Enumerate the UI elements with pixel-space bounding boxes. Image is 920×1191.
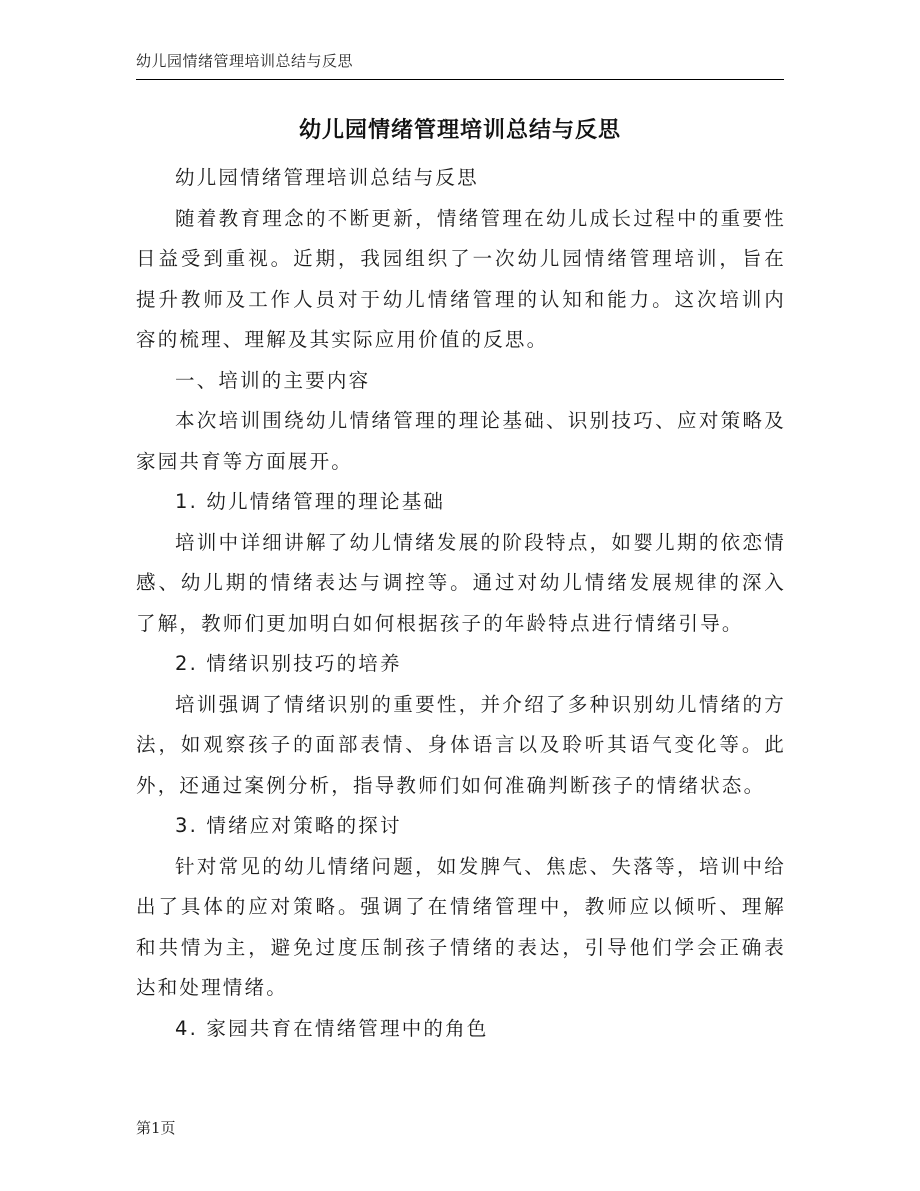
section-heading-main-content: 一、培训的主要内容: [175, 368, 371, 392]
paragraph-intro: 随着教育理念的不断更新，情绪管理在幼儿成长过程中的重要性日益受到重视。近期，我园组织了一次幼儿园情绪管理培训，旨在提升教师及工作人员对于幼儿情绪管理的认知和能力。这次培训内容的梳理、理解及其实际应用价值的反思。: [136, 206, 786, 351]
page-number: 第1页: [136, 1119, 176, 1137]
subheading-recognition: 2. 情绪识别技巧的培养: [175, 652, 402, 675]
page-header: 幼儿园情绪管理培训总结与反思: [136, 52, 354, 70]
paragraph-strategies: 针对常见的幼儿情绪问题，如发脾气、焦虑、失落等，培训中给出了具体的应对策略。强调了在情绪管理中，教师应以倾听、理解和共情为主，避免过度压制孩子情绪的表达，引导他们学会正确表达和处理情绪。: [136, 854, 786, 999]
document-body: [136, 158, 786, 1049]
paragraph-subtitle: 幼儿园情绪管理培训总结与反思: [175, 166, 479, 189]
header-divider: [136, 79, 784, 80]
paragraph-overview: 本次培训围绕幼儿情绪管理的理论基础、识别技巧、应对策略及家园共育等方面展开。: [136, 409, 786, 473]
paragraph-theory: 培训中详细讲解了幼儿情绪发展的阶段特点，如婴儿期的依恋情感、幼儿期的情绪表达与调控等。通过对幼儿情绪发展规律的深入了解，教师们更加明白如何根据孩子的年龄特点进行情绪引导。: [136, 530, 786, 635]
subheading-strategies: 3. 情绪应对策略的探讨: [175, 814, 402, 837]
subheading-home-school: 4. 家园共育在情绪管理中的角色: [175, 1016, 489, 1040]
paragraph-recognition: 培训强调了情绪识别的重要性，并介绍了多种识别幼儿情绪的方法，如观察孩子的面部表情、身体语言以及聆听其语气变化等。此外，还通过案例分析，指导教师们如何准确判断孩子的情绪状态。: [136, 692, 786, 797]
subheading-theory: 1. 幼儿情绪管理的理论基础: [175, 490, 446, 513]
document-title: 幼儿园情绪管理培训总结与反思: [298, 118, 621, 143]
